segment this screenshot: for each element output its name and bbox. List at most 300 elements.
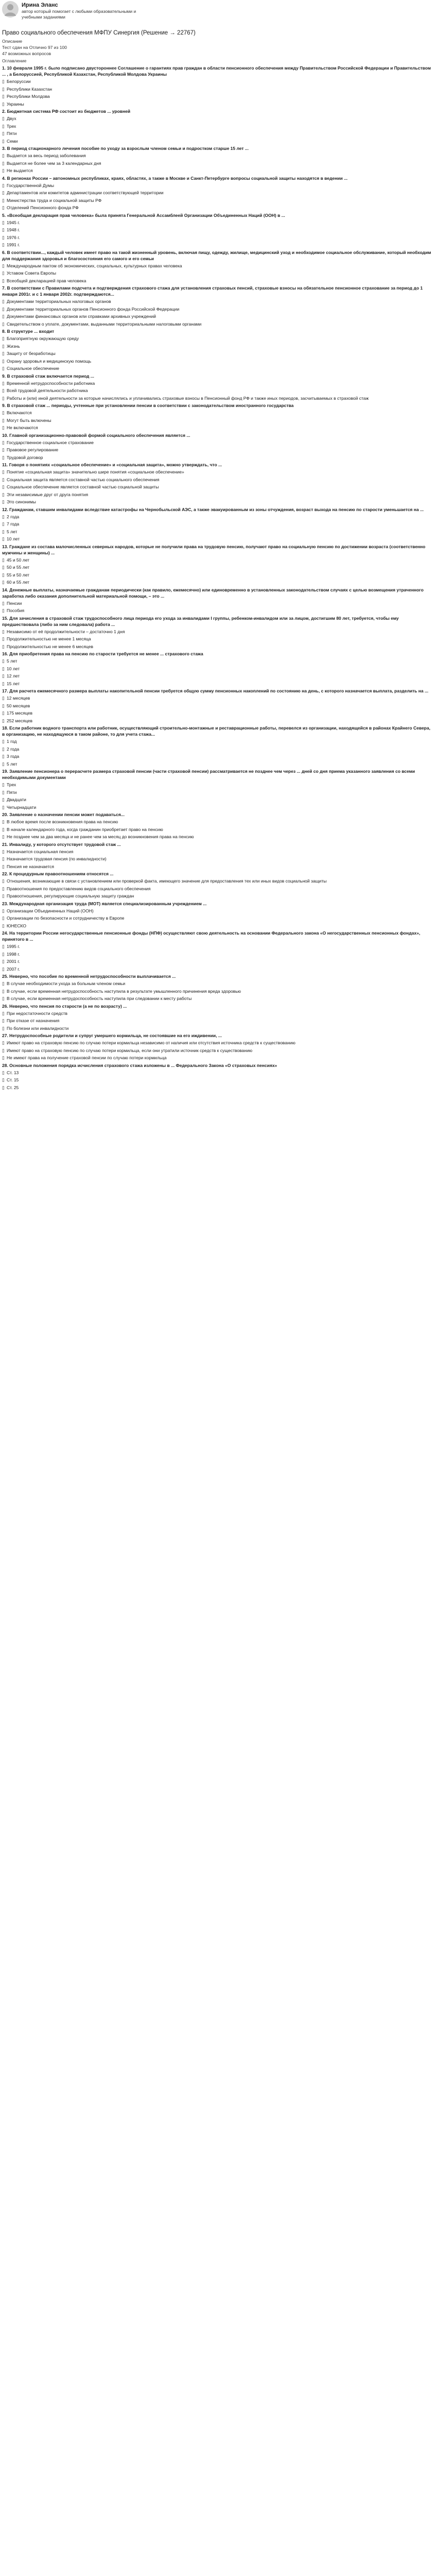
bullet-icon: ▯ (2, 306, 5, 312)
answer-option-text: Понятие «социальная защита» значительно шире понятия «социальное обеспечение» (7, 469, 184, 474)
question-text: 7. В соответствии с Правилами подсчета и подтверждения страхового стажа для установления страховых пенсий, страховые взносы на обязательное пенсионное страхование за период до 1 января 2001г. и с 1 января 2002г. подтверждаются... (2, 285, 423, 297)
answer-option (2, 79, 433, 85)
answer-option-text: Всеобщей декларацией прав человека (7, 278, 86, 283)
author-name[interactable]: Ирина Эланс (22, 2, 58, 8)
author-block (2, 1, 433, 20)
page (0, 0, 436, 1091)
answer-option-text: Правовое регулирование (7, 447, 59, 452)
answer-option-text: 1 год (7, 739, 17, 744)
answer-option-text: Документами территориальных органов Пенсионного фонда Российской Федерации (7, 306, 180, 312)
answer-option (2, 681, 433, 687)
answer-option-text: Организации по безопасности и сотрудничеству в Европе (7, 916, 125, 921)
question-text: 12. Гражданам, ставшим инвалидами вследствие катастрофы на Чернобыльской АЭС, а также эвакуированным из зоны отчуждения, возраст выхода на пенсию по старости уменьшается на ... (2, 506, 424, 512)
question-text: 23. Международная организация труда (МОТ) является специализированным учреждением ... (2, 901, 207, 906)
bullet-icon: ▯ (2, 439, 5, 445)
question-block (2, 901, 433, 929)
answer-option-text: Жизнь (7, 343, 20, 349)
answer-option (2, 87, 433, 93)
bullet-icon: ▯ (2, 557, 5, 563)
answer-option (2, 499, 433, 505)
question-text: 20. Заявление о назначении пенсии может подаваться... (2, 812, 125, 817)
bullet-icon: ▯ (2, 278, 5, 283)
answer-option (2, 1048, 433, 1054)
answer-option-text: 1991 г. (7, 242, 20, 247)
answer-option (2, 739, 433, 745)
answer-option-text: Эти независимые друг от друга понятия (7, 492, 89, 497)
bullet-icon: ▯ (2, 219, 5, 225)
question-text: 16. Для приобретения права на пенсию по старости требуется не менее ... страхового стажа (2, 651, 203, 656)
answer-option (2, 747, 433, 753)
answer-option-text: Министерства труда и социальной защиты РФ (7, 197, 102, 203)
answer-option-text: Благоприятную окружающую среду (7, 336, 79, 341)
question-block (2, 249, 433, 284)
answer-option-text: Не позднее чем за два месяца и не ранее чем за месяц до возникновения права на пенсию (7, 834, 194, 839)
answer-option (2, 703, 433, 709)
answer-option-text: 175 месяцев (7, 710, 32, 716)
question-block (2, 1003, 433, 1032)
answer-option-text: Ст. 15 (7, 1077, 19, 1082)
question-text: 5. «Всеобщая декларация прав человека» была принята Генеральной Ассамблеей Организации Объединенных Наций (ООН) в ... (2, 212, 285, 218)
bullet-icon: ▯ (2, 761, 5, 767)
bullet-icon: ▯ (2, 227, 5, 232)
bullet-icon: ▯ (2, 477, 5, 482)
answer-option (2, 944, 433, 950)
answer-option (2, 477, 433, 483)
answer-option (2, 94, 433, 100)
answer-option (2, 718, 433, 724)
question-text: 9. В страховой стаж включается период ... (2, 373, 94, 379)
answer-option-text: 55 и 50 лет (7, 572, 30, 578)
bullet-icon: ▯ (2, 270, 5, 276)
question-text: 13. Граждане из состава малочисленных северных народов, которые не получили права на трудовую пенсию, получают право на социальную пенсию по достижении возраста (соответственно мужчины и женщины) ... (2, 544, 426, 555)
bullet-icon: ▯ (2, 878, 5, 884)
question-text: 15. Для зачисления в страховой стаж трудоспособного лица периода его ухода за инвалидами I группы, ребенком-инвалидом или за лицом, достигшим 80 лет, требуется, чтобы ему предшествовала (либо за ним следовала) работа ... (2, 615, 399, 627)
bullet-icon: ▯ (2, 893, 5, 899)
answer-option (2, 761, 433, 768)
bullet-icon: ▯ (2, 1047, 5, 1053)
answer-option-text: Четырнадцати (7, 804, 37, 810)
question-list (2, 65, 433, 1091)
answer-option (2, 856, 433, 862)
answer-option-text: Правоотношения, регулирующие социальную защиту граждан (7, 893, 134, 899)
answer-option (2, 834, 433, 840)
bullet-icon: ▯ (2, 529, 5, 534)
bullet-icon: ▯ (2, 299, 5, 304)
answer-option-text: Не выдается (7, 168, 33, 173)
answer-option-text: Ст. 25 (7, 1084, 19, 1090)
question-block (2, 544, 433, 586)
answer-option-text: Не включаются (7, 425, 38, 430)
answer-option-text: Защиту от безработицы (7, 351, 56, 356)
answer-option (2, 797, 433, 803)
answer-option-text: Социальная защита является составной частью социального обеспечения (7, 477, 160, 482)
answer-option (2, 270, 433, 277)
answer-option (2, 1070, 433, 1076)
answer-option (2, 644, 433, 650)
answer-option (2, 666, 433, 672)
answer-option (2, 658, 433, 665)
answer-option-text: Не имеют права на получение страховой пенсии по случаю потери кормильца (7, 1055, 167, 1060)
answer-option-text: При отказе от назначения (7, 1018, 60, 1023)
bullet-icon: ▯ (2, 1084, 5, 1090)
answer-option-text: Пяти (7, 789, 17, 795)
answer-option-text: Пособия (7, 608, 25, 613)
bullet-icon: ▯ (2, 951, 5, 957)
answer-option (2, 636, 433, 642)
answer-option (2, 366, 433, 372)
answer-option-text: Отделений Пенсионного фонда РФ (7, 205, 79, 210)
answer-option-text: Государственной Думы (7, 182, 54, 188)
bullet-icon: ▯ (2, 79, 5, 84)
bullet-icon: ▯ (2, 996, 5, 1001)
answer-option-text: Республики Казахстан (7, 86, 53, 92)
answer-option-text: 2 года (7, 514, 20, 519)
question-text: 2. Бюджетная система РФ состоит из бюджетов ... уровней (2, 109, 131, 114)
answer-option-text: 1945 г. (7, 219, 20, 225)
answer-option (2, 1085, 433, 1091)
answer-option-text: Имеют право на страховую пенсию по случаю потери кормильца независимо от наличия или отсутствия источника средств к существованию (7, 1040, 295, 1045)
answer-option (2, 864, 433, 870)
bullet-icon: ▯ (2, 804, 5, 810)
bullet-icon: ▯ (2, 242, 5, 247)
question-block (2, 811, 433, 840)
answer-option (2, 529, 433, 535)
bullet-icon: ▯ (2, 826, 5, 832)
answer-option-text: 12 месяцев (7, 696, 30, 701)
answer-option (2, 952, 433, 958)
bullet-icon: ▯ (2, 696, 5, 701)
answer-option (2, 521, 433, 528)
answer-option (2, 916, 433, 922)
answer-option (2, 235, 433, 241)
answer-option (2, 782, 433, 788)
answer-option (2, 629, 433, 635)
answer-option (2, 314, 433, 320)
answer-option (2, 1077, 433, 1083)
answer-option-text: В начале календарного года, когда гражданин приобретает право на пенсию (7, 826, 163, 832)
bullet-icon: ▯ (2, 454, 5, 460)
bullet-icon: ▯ (2, 703, 5, 708)
question-text: 27. Нетрудоспособные родители и супруг умершего кормильца, не состоявшие на его иждивении, ... (2, 1033, 222, 1038)
answer-option (2, 981, 433, 987)
question-text: 1. 10 февраля 1995 г. было подписано двустороннее Соглашение о гарантиях прав граждан в области пенсионного обеспечения между Правительством Российской Федерации и Правительством ... , а Белоруссией, Республикой Казахстан, Республикой Молдова Украины (2, 65, 431, 77)
bullet-icon: ▯ (2, 754, 5, 759)
bullet-icon: ▯ (2, 966, 5, 972)
answer-option-text: 50 месяцев (7, 703, 30, 708)
answer-option (2, 410, 433, 416)
answer-option-text: 2001 г. (7, 959, 20, 964)
answer-option (2, 673, 433, 680)
answer-option-text: В любое время после возникновения права на пенсию (7, 819, 118, 824)
answer-option-text: 50 и 55 лет (7, 565, 30, 570)
question-block (2, 212, 433, 248)
question-text: 18. Если работник водного транспорта или работник, осуществляющий строительно-монтажные и реставрационные работы, перевелся из организации, находящейся в районах Крайнего Севера, в организацию, не находящуюся в таком районе, то для учета стажа... (2, 725, 430, 737)
answer-option (2, 131, 433, 137)
bullet-icon: ▯ (2, 1040, 5, 1045)
bullet-icon: ▯ (2, 366, 5, 371)
answer-option (2, 336, 433, 342)
bullet-icon: ▯ (2, 600, 5, 606)
question-text: 19. Заявление пенсионера о перерасчете размера страховой пенсии (части страховой пенсии) рассматривается не позднее чем через ... дней со дня приема указанного заявления со всеми необходимыми документами (2, 769, 415, 780)
bullet-icon: ▯ (2, 908, 5, 913)
bullet-icon: ▯ (2, 205, 5, 210)
bullet-icon: ▯ (2, 380, 5, 386)
answer-option-text: 10 лет (7, 666, 20, 671)
bullet-icon: ▯ (2, 782, 5, 787)
answer-option (2, 344, 433, 350)
answer-option (2, 381, 433, 387)
question-block (2, 871, 433, 900)
bullet-icon: ▯ (2, 94, 5, 99)
bullet-icon: ▯ (2, 190, 5, 195)
answer-option-text: 3 года (7, 754, 20, 759)
bullet-icon: ▯ (2, 629, 5, 634)
answer-option (2, 608, 433, 614)
answer-option (2, 1026, 433, 1032)
bullet-icon: ▯ (2, 916, 5, 921)
bullet-icon: ▯ (2, 388, 5, 393)
answer-option (2, 967, 433, 973)
question-text: 4. В регионах России – автономных республиках, краях, областях, а также в Москве и Санкт-Петербурге вопросы социальной защиты находятся в ведении ... (2, 175, 348, 181)
answer-option-text: 15 лет (7, 681, 20, 686)
answer-option-text: Правоотношения по предоставлению видов социального обеспечения (7, 886, 151, 891)
answer-option-text: Республики Молдова (7, 94, 50, 99)
answer-option (2, 447, 433, 453)
bullet-icon: ▯ (2, 358, 5, 364)
answer-option-text: По болезни или инвалидности (7, 1025, 69, 1031)
answer-option-text: Могут быть включены (7, 417, 51, 423)
bullet-icon: ▯ (2, 718, 5, 723)
answer-option-text: 12 лет (7, 673, 20, 679)
answer-option-text: Социальное обеспечение (7, 366, 59, 371)
answer-option (2, 440, 433, 446)
bullet-icon: ▯ (2, 643, 5, 649)
answer-option-text: 5 лет (7, 529, 18, 534)
answer-option-text: Двадцати (7, 797, 26, 802)
question-text: 3. В период стационарного лечения пособие по уходу за взрослым членом семьи и подростком старше 15 лет ... (2, 146, 249, 151)
bullet-icon: ▯ (2, 572, 5, 578)
bullet-icon: ▯ (2, 834, 5, 839)
description-label: Описание (2, 39, 23, 44)
question-block (2, 432, 433, 461)
bullet-icon: ▯ (2, 168, 5, 173)
answer-option-text: 60 и 55 лет (7, 580, 30, 585)
answer-option-text: При недостаточности средств (7, 1010, 68, 1016)
bullet-icon: ▯ (2, 681, 5, 686)
answer-option (2, 886, 433, 892)
question-text: 14. Денежные выплаты, назначаемые гражданам периодически (как правило, ежемесячно) или единовременно в установленных законодательством случаях с целью возмещения утраченного заработка либо оказания дополнительной материальной помощи, – это ... (2, 587, 424, 599)
answer-option (2, 908, 433, 914)
answer-option (2, 278, 433, 284)
answer-option (2, 514, 433, 520)
answer-option-text: Ст. 13 (7, 1070, 19, 1075)
question-block (2, 462, 433, 505)
bullet-icon: ▯ (2, 1010, 5, 1016)
bullet-icon: ▯ (2, 514, 5, 519)
bullet-icon: ▯ (2, 819, 5, 824)
bullet-icon: ▯ (2, 959, 5, 964)
answer-option (2, 139, 433, 145)
answer-option (2, 205, 433, 211)
answer-option (2, 153, 433, 159)
question-block (2, 768, 433, 810)
author-bio: автор который помогает с любыми образовательными и учебными заданиями (22, 9, 136, 20)
answer-option (2, 321, 433, 328)
bullet-icon: ▯ (2, 1077, 5, 1082)
answer-option (2, 418, 433, 424)
answer-option (2, 161, 433, 167)
bullet-icon: ▯ (2, 636, 5, 641)
question-text: 22. К процедурным правоотношениям относятся ... (2, 871, 114, 876)
bullet-icon: ▯ (2, 746, 5, 752)
bullet-icon: ▯ (2, 263, 5, 268)
answer-option (2, 307, 433, 313)
answer-option (2, 557, 433, 564)
answer-option (2, 1011, 433, 1017)
bullet-icon: ▯ (2, 321, 5, 327)
answer-option-text: 5 лет (7, 658, 18, 664)
bullet-icon: ▯ (2, 521, 5, 527)
toc-label[interactable]: Оглавление (2, 58, 27, 63)
passed-note: Тест сдан на Отлично 97 из 100 (2, 45, 67, 50)
bullet-icon: ▯ (2, 1070, 5, 1075)
bullet-icon: ▯ (2, 658, 5, 664)
answer-option (2, 227, 433, 233)
answer-option-text: Уставом Совета Европы (7, 270, 56, 276)
answer-option-text: Трудовой договор (7, 454, 43, 460)
question-text: 8. В структуре ... входит (2, 329, 55, 334)
answer-option (2, 580, 433, 586)
answer-option-text: Трех (7, 123, 16, 129)
answer-option-text: ЮНЕСКО (7, 923, 27, 928)
answer-option-text: Международным пактом об экономических, социальных, культурных правах человека (7, 263, 182, 268)
answer-option (2, 754, 433, 760)
bullet-icon: ▯ (2, 492, 5, 497)
answer-option (2, 190, 433, 196)
answer-option (2, 1040, 433, 1046)
answer-option (2, 425, 433, 431)
answer-option-text: В случае, если временная нетрудоспособность наступила при следовании к месту работы (7, 996, 192, 1001)
answer-option-text: 7 года (7, 521, 20, 527)
question-block (2, 615, 433, 650)
answer-option-text: Документами территориальных налоговых органов (7, 299, 111, 304)
bullet-icon: ▯ (2, 923, 5, 928)
bullet-icon: ▯ (2, 988, 5, 994)
answer-option (2, 959, 433, 965)
bullet-icon: ▯ (2, 410, 5, 415)
bullet-icon: ▯ (2, 981, 5, 986)
answer-option-text: Включаются (7, 410, 32, 415)
answer-option (2, 536, 433, 543)
bullet-icon: ▯ (2, 484, 5, 489)
bullet-icon: ▯ (2, 565, 5, 570)
bullet-icon: ▯ (2, 469, 5, 474)
answer-option-text: Выдается за весь период заболевания (7, 153, 86, 158)
answer-option-text: Государственное социальное страхование (7, 439, 94, 445)
bullet-icon: ▯ (2, 1018, 5, 1023)
question-block (2, 930, 433, 972)
question-text: 10. Главной организационно-правовой формой социального обеспечения является ... (2, 432, 190, 438)
answer-option (2, 1018, 433, 1024)
answer-option (2, 805, 433, 811)
question-block (2, 108, 433, 144)
answer-option-text: 45 и 50 лет (7, 557, 30, 563)
bullet-icon: ▯ (2, 1025, 5, 1031)
answer-option-text: Выдается не более чем за 3 календарных дня (7, 160, 101, 166)
question-block (2, 688, 433, 724)
answer-option-text: Семи (7, 138, 18, 144)
question-block (2, 973, 433, 1002)
question-block (2, 402, 433, 431)
answer-option (2, 388, 433, 394)
answer-option (2, 827, 433, 833)
avatar[interactable] (2, 1, 19, 18)
answer-option (2, 299, 433, 305)
bullet-icon: ▯ (2, 351, 5, 356)
answer-option-text: Всей трудовой деятельности работника (7, 388, 88, 393)
bullet-icon: ▯ (2, 86, 5, 92)
question-block (2, 145, 433, 174)
question-block (2, 373, 433, 402)
answer-option-text: Назначается трудовая пенсия (по инвалидности) (7, 856, 107, 861)
bullet-icon: ▯ (2, 608, 5, 613)
answer-option (2, 819, 433, 825)
bullet-icon: ▯ (2, 314, 5, 319)
bullet-icon: ▯ (2, 131, 5, 136)
page-title: Право социального обеспечения МФПУ Синергия (Решение → 22767) (2, 30, 196, 36)
question-block (2, 725, 433, 767)
answer-option (2, 696, 433, 702)
answer-option-text: 252 месяцев (7, 718, 32, 723)
bullet-icon: ▯ (2, 336, 5, 341)
answer-option-text: 10 лет (7, 536, 20, 541)
question-block (2, 328, 433, 372)
answer-option-text: Пенсии (7, 600, 22, 606)
answer-option-text: Отношения, возникающие в связи с установлением или проверкой факта, имеющего значение для предоставления тех или иных видов социальной защиты (7, 878, 327, 884)
question-block (2, 175, 433, 211)
answer-option (2, 242, 433, 248)
answer-option (2, 601, 433, 607)
answer-option (2, 124, 433, 130)
question-block (2, 651, 433, 687)
question-text: 24. На территории России негосударственные пенсионные фонды (НПФ) осуществляют свою деятельность на основании Федерального закона «О негосударственных пенсионных фондах», принятого в ... (2, 930, 421, 942)
answer-option (2, 484, 433, 490)
answer-option-text: Белоруссии (7, 79, 31, 84)
bullet-icon: ▯ (2, 739, 5, 744)
answer-option-text: 2 года (7, 746, 20, 752)
answer-option-text: Продолжительностью не менее 6 месяцев (7, 643, 94, 649)
bullet-icon: ▯ (2, 856, 5, 861)
answer-option-text: Охрану здоровья и медицинскую помощь (7, 358, 92, 364)
bullet-icon: ▯ (2, 863, 5, 869)
question-block (2, 285, 433, 327)
answer-option-text: Документами финансовых органов или справками архивных учреждений (7, 314, 156, 319)
bullet-icon: ▯ (2, 499, 5, 504)
answer-option (2, 220, 433, 226)
answer-option (2, 116, 433, 122)
bullet-icon: ▯ (2, 153, 5, 158)
question-text: 9. В страховой стаж ... периоды, учтенные при установлении пенсии в соответствии с законодательством иностранного государства (2, 403, 294, 408)
question-block (2, 841, 433, 870)
user-icon (2, 1, 19, 18)
bullet-icon: ▯ (2, 1055, 5, 1060)
answer-option-text: Трех (7, 782, 16, 787)
answer-option (2, 710, 433, 717)
answer-option-text: Организации Объединенных Наций (ООН) (7, 908, 94, 913)
bullet-icon: ▯ (2, 886, 5, 891)
author-info (22, 1, 155, 20)
bullet-icon: ▯ (2, 395, 5, 401)
